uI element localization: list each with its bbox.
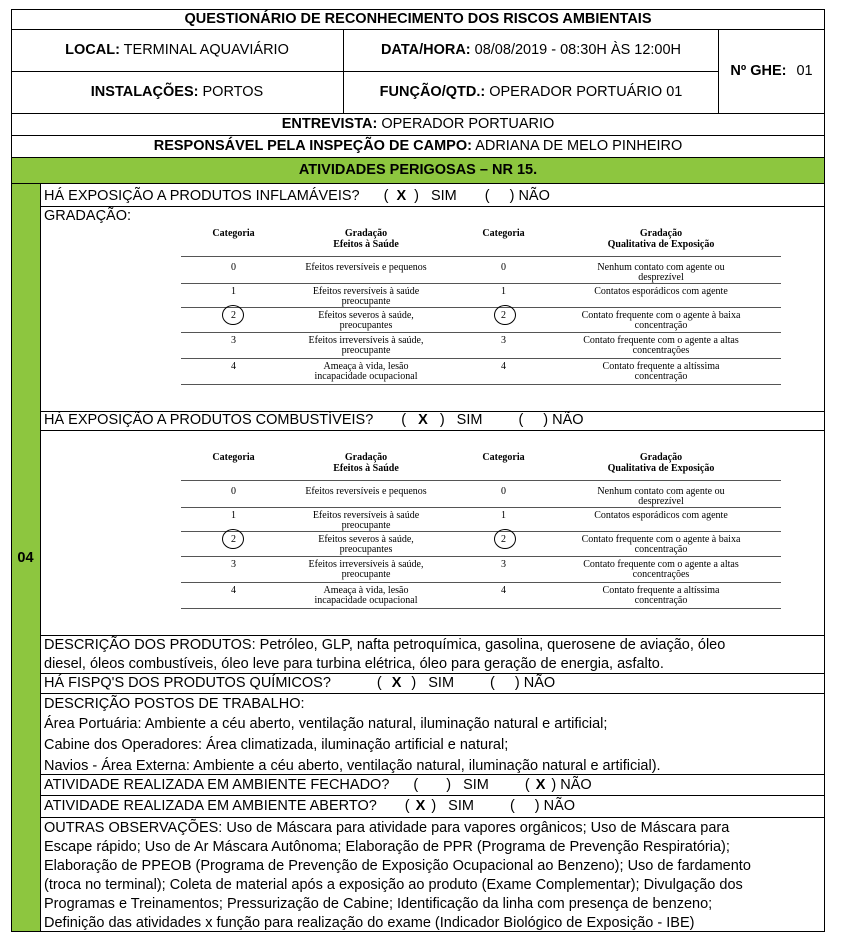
row-categoria: 2 <box>501 310 506 321</box>
table-rule <box>181 256 781 257</box>
gradation-table-combustiveis <box>181 448 781 633</box>
row-efeito-cont: incapacidade ocupacional <box>314 371 418 382</box>
row-qualitativa-cont: concentração <box>634 320 688 331</box>
row-efeito: Efeitos severos à saúde, <box>318 310 414 321</box>
question-inflamaveis: HÁ EXPOSIÇÃO A PRODUTOS INFLAMÁVEIS? ( X ) SIM ( ) NÃO <box>44 188 550 204</box>
answer-mark-sim[interactable]: X <box>396 188 407 204</box>
instalacoes-field: INSTALAÇÕES: PORTOS <box>90 84 264 100</box>
row-qualitativa: Contato frequente com o agente à baixa <box>581 310 741 321</box>
row-categoria: 4 <box>501 361 506 372</box>
header-qualitativa-exposicao: Qualitativa de Exposição <box>607 463 715 474</box>
table-rule <box>181 556 781 557</box>
local-field: LOCAL: TERMINAL AQUAVIÁRIO <box>65 42 289 58</box>
row-efeito: Efeitos reversíveis e pequenos <box>305 486 427 497</box>
row-categoria: 3 <box>231 559 236 570</box>
row-categoria: 3 <box>231 335 236 346</box>
table-rule <box>181 332 781 333</box>
row-qualitativa-cont: concentração <box>634 371 688 382</box>
table-rule <box>181 582 781 583</box>
answer-mark-sim[interactable]: X <box>418 412 428 428</box>
row-efeito: Efeitos severos à saúde, <box>318 534 414 545</box>
outras-observacoes: OUTRAS OBSERVAÇÕES: Uso de Máscara para atividade para vapores orgânicos; Uso de Máscara para Escape rápido; Uso de Ar Máscara Autônoma; Elaboração de PPR (Programa de Prevenção Respiratória); Elaboração de PPEOB (Programa de Prevenção de Exposição Ocupacional ao Benzeno); Uso de fardamento (troca no terminal); Coleta de material após a exposição ao produto (Exame Complementar); Divulgação dos Programas e Treinamentos; Pressurização de Cabine; Identificação da linha com presença de benzeno; Definição das atividades x função para realização do exame (Indicador Biológico de Exposição - IBE) <box>44 820 751 931</box>
row-qualitativa-cont: concentração <box>634 595 688 606</box>
row-efeito: Ameaça à vida, lesão <box>323 585 409 596</box>
row-efeito-cont: preocupantes <box>339 320 393 331</box>
row-categoria: 1 <box>231 286 236 297</box>
row-qualitativa: Contato frequente com o agente a altas <box>583 335 739 346</box>
gradacao-label: GRADAÇÃO: <box>44 208 132 224</box>
question-ambiente-aberto: ATIVIDADE REALIZADA EM AMBIENTE ABERTO? ( X ) SIM ( ) NÃO <box>44 798 576 814</box>
table-rule <box>181 358 781 359</box>
row-efeito-cont: preocupantes <box>339 544 393 555</box>
row-efeito: Efeitos reversíveis e pequenos <box>305 262 427 273</box>
row-qualitativa-cont: desprezível <box>638 272 684 283</box>
question-ambiente-fechado: ATIVIDADE REALIZADA EM AMBIENTE FECHADO? ( ) SIM ( X ) NÃO <box>44 776 592 793</box>
question-fispq: HÁ FISPQ'S DOS PRODUTOS QUÍMICOS? ( X ) SIM ( ) NÃO <box>44 675 556 691</box>
row-qualitativa-cont: desprezível <box>638 496 684 507</box>
row-categoria: 4 <box>231 361 236 372</box>
row-categoria: 3 <box>501 335 506 346</box>
row-categoria: 0 <box>231 486 236 497</box>
row-categoria: 2 <box>501 534 506 545</box>
row-categoria: 1 <box>231 510 236 521</box>
header-efeitos-saude: Efeitos à Saúde <box>333 239 399 250</box>
row-qualitativa-cont: concentrações <box>632 345 690 356</box>
row-qualitativa: Contatos esporádicos com agente <box>594 286 728 297</box>
row-qualitativa: Nenhum contato com agente ou <box>597 262 725 273</box>
header-gradacao-efeitos: Gradação <box>344 452 388 463</box>
header-qualitativa-exposicao: Qualitativa de Exposição <box>607 239 715 250</box>
row-qualitativa: Contato frequente a altíssima <box>602 585 720 596</box>
row-categoria: 1 <box>501 510 506 521</box>
table-rule <box>181 531 781 532</box>
table-rule <box>181 480 781 481</box>
row-efeito-cont: preocupante <box>341 296 391 307</box>
row-efeito: Efeitos reversíveis à saúde <box>312 510 420 521</box>
table-rule <box>181 384 781 385</box>
table-rule <box>181 283 781 284</box>
row-categoria: 0 <box>231 262 236 273</box>
entrevista-field: ENTREVISTA: OPERADOR PORTUARIO <box>281 116 555 132</box>
header-gradacao-qualitativa: Gradação <box>639 452 683 463</box>
row-qualitativa: Contato frequente com o agente a altas <box>583 559 739 570</box>
gradation-table-inflamaveis <box>181 224 781 409</box>
header-categoria: Categoria <box>212 452 255 463</box>
row-qualitativa-cont: concentrações <box>632 569 690 580</box>
questionnaire-form <box>11 9 825 932</box>
table-rule <box>181 307 781 308</box>
row-categoria: 3 <box>501 559 506 570</box>
table-rule <box>181 507 781 508</box>
row-efeito-cont: preocupante <box>341 345 391 356</box>
row-categoria: 4 <box>231 585 236 596</box>
answer-mark-nao[interactable]: X <box>535 776 546 793</box>
row-qualitativa: Contato frequente a altíssima <box>602 361 720 372</box>
row-categoria: 2 <box>231 534 236 545</box>
question-combustiveis: HÁ EXPOSIÇÃO A PRODUTOS COMBUSTÍVEIS? ( X ) SIM ( ) NÃO <box>44 412 584 428</box>
funcao-field: FUNÇÃO/QTD.: OPERADOR PORTUÁRIO 01 <box>379 84 683 100</box>
datahora-field: DATA/HORA: 08/08/2019 - 08:30H ÀS 12:00H <box>380 42 682 58</box>
responsavel-field: RESPONSÁVEL PELA INSPEÇÃO DE CAMPO: ADRIANA DE MELO PINHEIRO <box>153 138 683 154</box>
row-categoria: 1 <box>501 286 506 297</box>
ghe-field: Nº GHE: 01 <box>730 63 813 79</box>
row-categoria: 2 <box>231 310 236 321</box>
row-efeito-cont: preocupante <box>341 569 391 580</box>
row-qualitativa: Contato frequente com o agente à baixa <box>581 534 741 545</box>
row-categoria: 0 <box>501 486 506 497</box>
header-gradacao-efeitos: Gradação <box>344 228 388 239</box>
row-efeito: Efeitos reversíveis à saúde <box>312 286 420 297</box>
header-categoria: Categoria <box>482 228 525 239</box>
answer-mark-sim[interactable]: X <box>415 798 426 814</box>
header-categoria: Categoria <box>212 228 255 239</box>
descricao-postos: DESCRIÇÃO POSTOS DE TRABALHO: Área Portuária: Ambiente a céu aberto, ventilação natural, iluminação natural e artificial; Cabine dos Operadores: Área climatizada, iluminação artificial e natural; Navios - Área Externa: Ambiente a céu aberto, ventilação natural, iluminação natural e artificial). <box>44 696 661 774</box>
group-number: 04 <box>17 549 34 566</box>
header-categoria: Categoria <box>482 452 525 463</box>
answer-mark-sim[interactable]: X <box>391 675 402 691</box>
row-qualitativa-cont: concentração <box>634 544 688 555</box>
row-efeito-cont: incapacidade ocupacional <box>314 595 418 606</box>
descricao-produtos: DESCRIÇÃO DOS PRODUTOS: Petróleo, GLP, nafta petroquímica, gasolina, querosene de aviação, óleo diesel, óleos combustíveis, óleo leve para turbina elétrica, óleo para geração de energia, asfalto. <box>44 637 726 673</box>
row-qualitativa: Nenhum contato com agente ou <box>597 486 725 497</box>
row-qualitativa: Contatos esporádicos com agente <box>594 510 728 521</box>
row-efeito: Efeitos irreversíveis à saúde, <box>308 559 424 570</box>
row-categoria: 0 <box>501 262 506 273</box>
section-title: ATIVIDADES PERIGOSAS – NR 15. <box>298 162 538 178</box>
table-rule <box>181 608 781 609</box>
circle-mark <box>222 529 244 549</box>
circle-mark <box>494 529 516 549</box>
header-efeitos-saude: Efeitos à Saúde <box>333 463 399 474</box>
row-efeito: Efeitos irreversíveis à saúde, <box>308 335 424 346</box>
header-gradacao-qualitativa: Gradação <box>639 228 683 239</box>
form-title: QUESTIONÁRIO DE RECONHECIMENTO DOS RISCOS AMBIENTAIS <box>184 11 652 27</box>
circle-mark <box>222 305 244 325</box>
circle-mark <box>494 305 516 325</box>
row-efeito: Ameaça à vida, lesão <box>323 361 409 372</box>
row-categoria: 4 <box>501 585 506 596</box>
row-efeito-cont: preocupante <box>341 520 391 531</box>
